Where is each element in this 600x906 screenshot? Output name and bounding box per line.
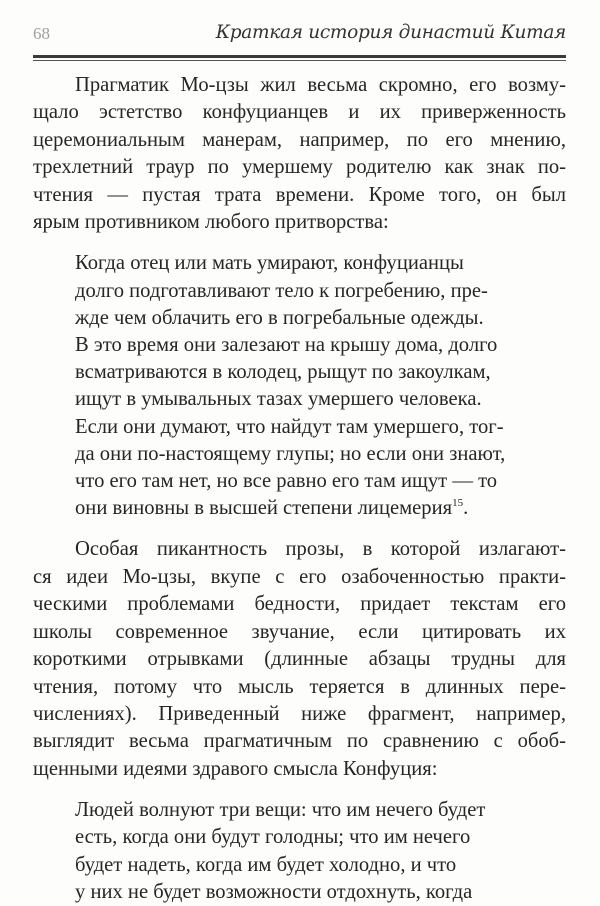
quote-line: да они по-настоящему глупы; но если они знают, (75, 442, 506, 465)
text-line: щенными идеями здравого смысла Конфуция: (33, 757, 438, 780)
quote-line: Если они думают, что найдут там умершего, тог- (75, 415, 504, 438)
text-line: короткими отрывками (длинные абзацы трудны для (33, 648, 566, 671)
paragraph-1 (33, 72, 566, 236)
text-line: выглядит весьма прагматичным по сравнению с обоб- (33, 730, 566, 753)
text-line: чтения — пустая трата времени. Кроме того, он был (33, 183, 566, 206)
text-line: Особая пикантность прозы, в которой излагают- (75, 538, 566, 561)
text-line: школы современное звучание, если цитировать их (33, 620, 566, 643)
quote-line-last (75, 495, 566, 522)
quote-line: жде чем облачить его в погребальные одежды. (75, 306, 484, 329)
text-line: церемониальным манерам, например, по его мнению, (33, 128, 566, 151)
quote-line: Людей волнуют три вещи: что им нечего будет (75, 799, 486, 822)
quote-line: Когда отец или мать умирают, конфуцианцы (75, 252, 464, 275)
text-line: чтения, потому что мысль теряется в длинных пере- (33, 675, 566, 698)
page-header (33, 22, 566, 44)
text-line: ся идеи Мо-цзы, вкупе с его озабоченностью практи- (33, 565, 566, 588)
end-punct: . (463, 497, 469, 520)
text-line: ческими проблемами бедности, придает текстам его (33, 593, 566, 616)
quote-line: у них не будет возможности отдохнуть, когда (75, 880, 473, 903)
text-line: числениях). Приведенный ниже фрагмент, например, (33, 702, 566, 725)
quote-text: они виновны в высшей степени лицемерия (75, 497, 453, 520)
page-body (33, 72, 566, 906)
quote-line: ищут в умывальных тазах умершего человека. (75, 388, 482, 411)
header-rule-thick (33, 55, 566, 58)
text-line: трехлетний траур по умершему родителю как знак по- (33, 156, 566, 179)
text-line: ярым противником любого притворства: (33, 211, 389, 234)
header-rule-thin (33, 60, 566, 61)
paragraph-2 (33, 536, 566, 783)
page-number: 68 (33, 24, 50, 43)
quote-line: что его там нет, но все равно его там ищут — то (75, 470, 498, 493)
running-title: Краткая история династий Китая (215, 22, 566, 43)
quote-line: будет надеть, когда им будет холодно, и что (75, 853, 457, 876)
quote-line: есть, когда они будут голодны; что им нечего (75, 826, 471, 849)
text-line: щало эстетство конфуцианцев и их приверженность (33, 101, 566, 124)
text-line: Прагматик Мо-цзы жил весьма скромно, его возму- (75, 74, 566, 96)
quote-line: всматриваются в колодец, рыщут по закоулкам, (75, 361, 491, 384)
quote-line: долго подготавливают тело к погребению, пре- (75, 279, 488, 302)
block-quote-2 (33, 797, 566, 906)
footnote-ref: 15 (452, 497, 464, 510)
quote-line: В это время они залезают на крышу дома, долго (75, 334, 498, 357)
block-quote-1 (33, 250, 566, 522)
